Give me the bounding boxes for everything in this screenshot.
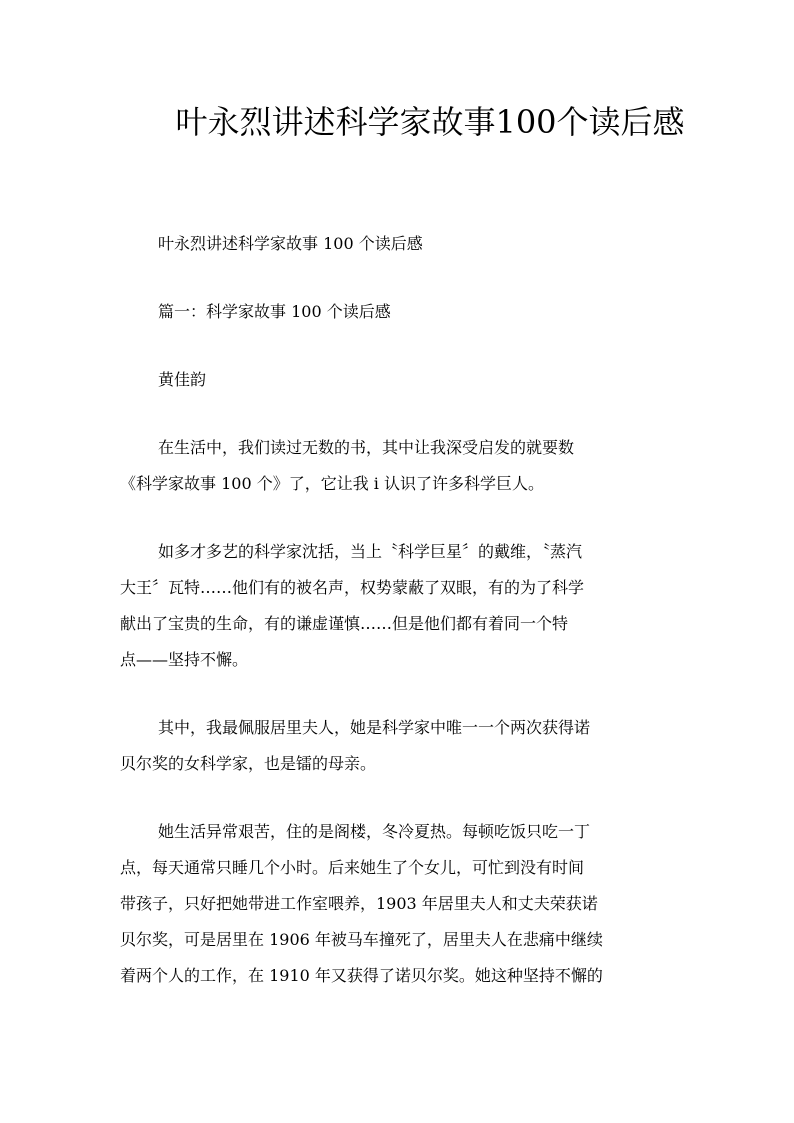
paragraph-3-line-1: 其中，我最佩服居里夫人，她是科学家中唯一一个两次获得诺 (158, 718, 591, 737)
document-title: 叶永烈讲述科学家故事100个读后感 (175, 103, 685, 141)
paragraph-4-line-3: 带孩子，只好把她带进工作室喂养，1903 年居里夫人和丈夫荣获诺 (120, 894, 598, 913)
paragraph-2-line-4: 点——坚持不懈。 (120, 650, 249, 669)
paragraph-4-line-1: 她生活异常艰苦，住的是阁楼，冬冷夏热。每顿吃饭只吃一丁 (158, 822, 591, 841)
paragraph-1-line-1: 在生活中，我们读过无数的书，其中让我深受启发的就要数 (158, 438, 575, 457)
paragraph-2-line-2: 大王〞瓦特……他们有的被名声，权势蒙蔽了双眼，有的为了科学 (120, 578, 585, 597)
paragraph-4-line-4: 贝尔奖，可是居里在 1906 年被马车撞死了，居里夫人在悲痛中继续 (120, 930, 603, 949)
paragraph-4-line-5: 着两个人的工作，在 1910 年又获得了诺贝尔奖。她这种坚持不懈的 (120, 966, 603, 985)
section-heading: 篇一：科学家故事 100 个读后感 (158, 302, 391, 321)
paragraph-2-line-3: 献出了宝贵的生命，有的谦虚谨慎……但是他们都有着同一个特 (120, 614, 569, 633)
paragraph-2-line-1: 如多才多艺的科学家沈括，当上〝科学巨星〞的戴维，〝蒸汽 (158, 542, 583, 561)
paragraph-4-line-2: 点，每天通常只睡几个小时。后来她生了个女儿，可忙到没有时间 (120, 858, 585, 877)
paragraph-1-line-2: 《科学家故事 100 个》了，它让我 i 认识了许多科学巨人。 (120, 474, 545, 493)
author-name: 黄佳韵 (158, 370, 207, 389)
subtitle-line: 叶永烈讲述科学家故事 100 个读后感 (158, 234, 423, 253)
paragraph-3-line-2: 贝尔奖的女科学家，也是镭的母亲。 (120, 754, 377, 773)
